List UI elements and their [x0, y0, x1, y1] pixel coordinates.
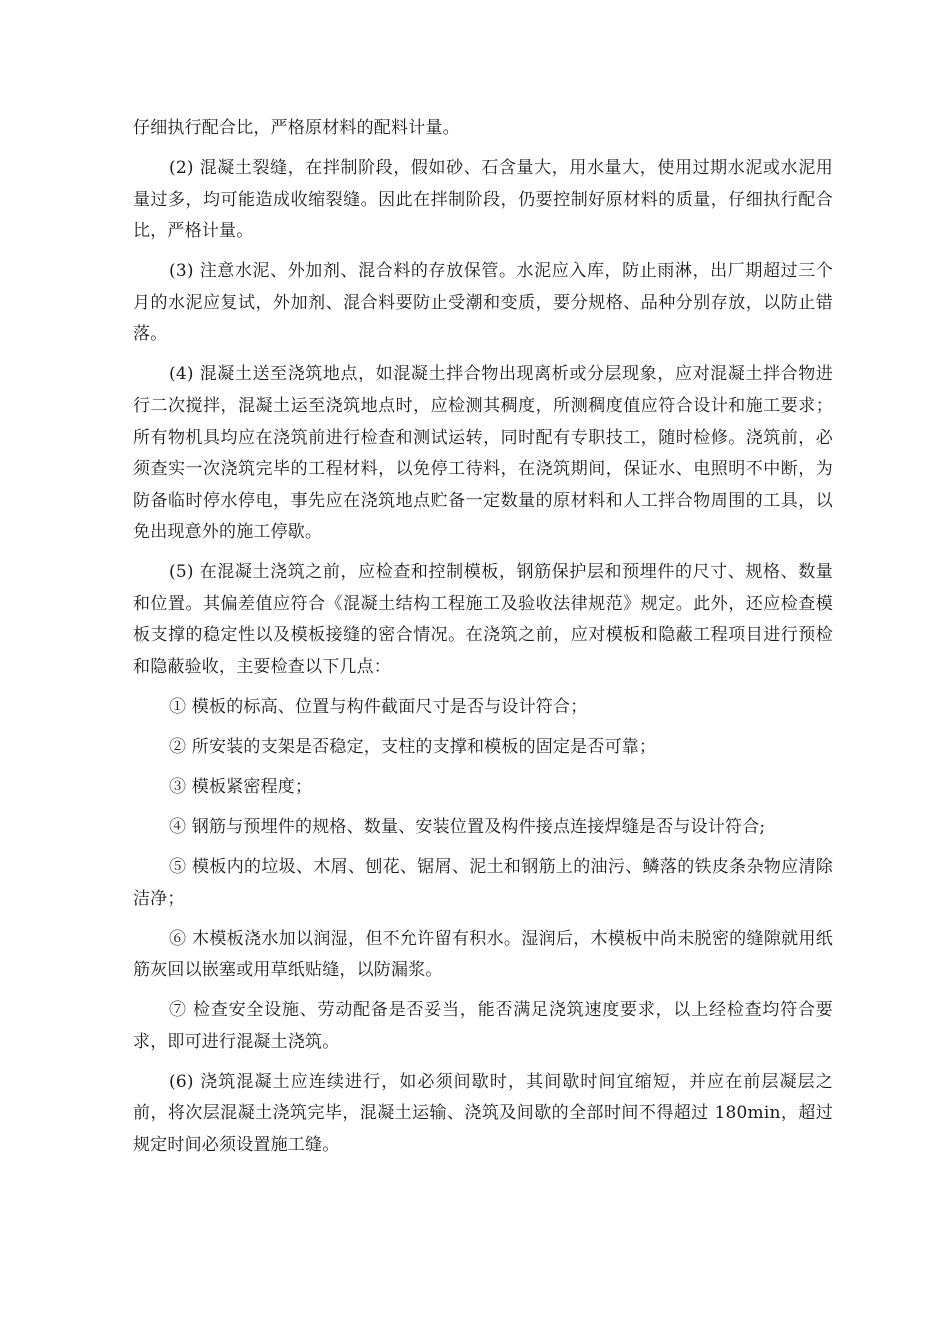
paragraph-item-3: (3) 注意水泥、外加剂、混合料的存放保管。水泥应入库，防止雨淋，出厂期超过三个月的水泥应复试，外加剂、混合料要防止受潮和变质，要分规格、品种分别存放，以防止错落。 — [133, 261, 833, 345]
paragraph-item-6: (6) 浇筑混凝土应连续进行，如必须间歇时，其间歇时间宜缩短，并应在前层凝层之前，将次层混凝土浇筑完毕，混凝土运输、浇筑及间歇的全部时间不得超过 180min，超过规定时间必须设置施工缝。 — [133, 1071, 833, 1155]
checklist-item-4: ④ 钢筋与预埋件的规格、数量、安装位置及构件接点连接焊缝是否与设计符合; — [169, 817, 766, 837]
checklist-item-5: ⑤ 模板内的垃圾、木屑、刨花、锯屑、泥土和钢筋上的油污、鳞落的铁皮条杂物应清除洁净； — [133, 856, 833, 909]
document-body — [133, 113, 833, 1170]
checklist-item-3: ③ 模板紧密程度； — [169, 777, 313, 798]
paragraph-continuation: 仔细执行配合比，严格原材料的配料计量。 — [133, 118, 460, 138]
paragraph-item-4: (4) 混凝土送至浇筑地点，如混凝土拌合物出现离析或分层现象，应对混凝土拌合物进行二次搅拌，混凝土运至浇筑地点时，应检测其稠度，所测稠度值应符合设计和施工要求；所有物机具均应在浇筑前进行检查和测试运转，同时配有专职技工，随时检修。浇筑前，必须查实一次浇筑完毕的工程材料，以免停工待料，在浇筑期间，保证水、电照明不中断，为防备临时停水停电，事先应在浇筑地点贮备一定数量的原材料和人工拌合物周围的工具，以免出现意外的施工停歇。 — [133, 364, 833, 543]
checklist-item-6: ⑥ 木模板浇水加以润湿，但不允许留有积水。湿润后，木模板中尚未脱密的缝隙就用纸筋灰回以嵌塞或用草纸贴缝，以防漏浆。 — [133, 928, 833, 981]
paragraph-item-2: (2) 混凝土裂缝，在拌制阶段，假如砂、石含量大，用水量大，使用过期水泥或水泥用量过多，均可能造成收缩裂缝。因此在拌制阶段，仍要控制好原材料的质量，仔细执行配合比，严格计量。 — [133, 157, 833, 242]
checklist-item-7: ⑦ 检查安全设施、劳动配备是否妥当，能否满足浇筑速度要求，以上经检查均符合要求，即可进行混凝土浇筑。 — [133, 1000, 833, 1052]
checklist-item-2: ② 所安装的支架是否稳定，支柱的支撑和模板的固定是否可靠； — [169, 737, 657, 758]
checklist-item-1: ① 模板的标高、位置与构件截面尺寸是否与设计符合； — [169, 697, 588, 718]
paragraph-item-5: (5) 在混凝土浇筑之前，应检查和控制模板，钢筋保护层和预埋件的尺寸、规格、数量和位置。其偏差值应符合《混凝土结构工程施工及验收法律规范》规定。此外，还应检查模板支撑的稳定性以及模板接缝的密合情况。在浇筑之前，应对模板和隐蔽工程项目进行预检和隐蔽验收，主要检查以下几点： — [133, 562, 833, 678]
